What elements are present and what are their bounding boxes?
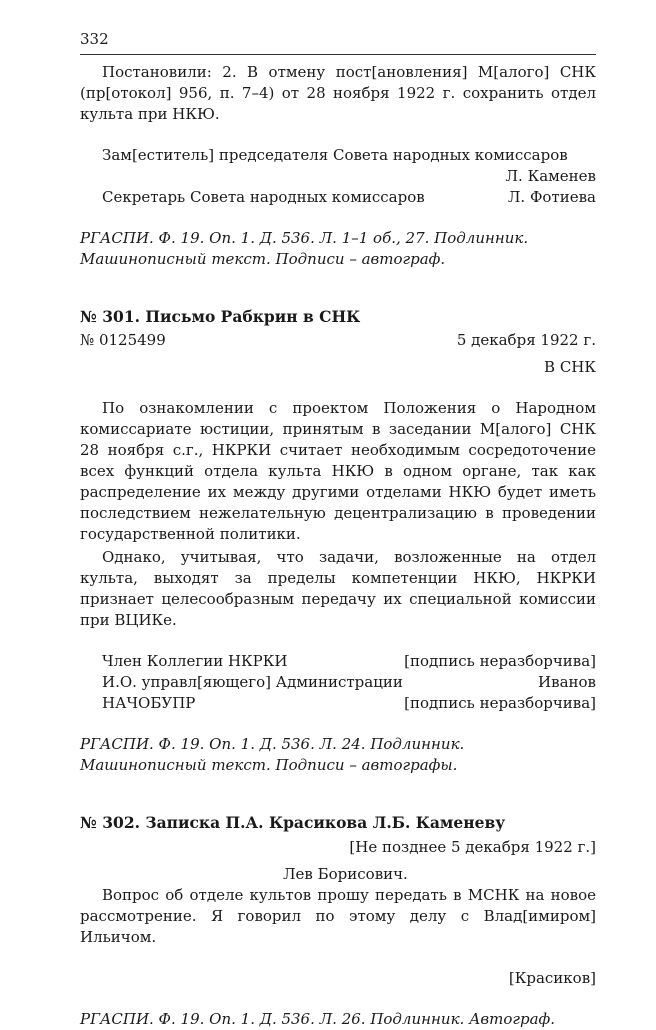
document-heading: № 301. Письмо Рабкрин в СНК [80, 307, 361, 326]
body-paragraph: Однако, учитывая, что задачи, возложенные на отдел культа, выходят за пределы компетенции НКЮ, НКРКИ признает целесообразным передачу их специальной комиссии при ВЦИКе. [80, 548, 596, 629]
document-date: [Не позднее 5 декабря 1922 г.] [349, 838, 596, 856]
decision-paragraph: Постановили: 2. В отмену пост[ановления] М[алого] СНК (пр[отокол] 956, п. 7–4) от 28 ноября 1922 г. сохранить отдел культа при НКЮ. [80, 63, 596, 123]
archive-source: РГАСПИ. Ф. 19. Оп. 1. Д. 536. Л. 1–1 об., 27. Подлинник. [80, 229, 529, 247]
signature-row [80, 693, 596, 714]
signature-name: Л. Фотиева [507, 188, 596, 206]
document-heading: № 302. Записка П.А. Красикова Л.Б. Каменеву [80, 813, 506, 832]
signature-name: [подпись неразборчива] [404, 694, 596, 712]
body-paragraph: Вопрос об отделе культов прошу передать в МСНК на новое рассмотрение. Я говорил по этому делу с Влад[имиром] Ильичом. [80, 886, 596, 946]
signature-title: Секретарь Совета народных комиссаров [102, 188, 425, 206]
page-header [80, 26, 596, 55]
signature-row [80, 187, 596, 208]
document-meta-row [80, 330, 596, 351]
archive-source: РГАСПИ. Ф. 19. Оп. 1. Д. 536. Л. 26. Подлинник. Автограф. [80, 1010, 556, 1028]
archive-source-note: Машинописный текст. Подписи – автограф. [80, 250, 446, 268]
addressee: В СНК [544, 358, 596, 376]
signature-title: Зам[еститель] председателя Совета народных комиссаров [102, 146, 568, 164]
signature-row [80, 651, 596, 672]
page-number: 332 [80, 30, 109, 48]
document-date: 5 декабря 1922 г. [456, 331, 596, 349]
signature-title: Член Коллегии НКРКИ [102, 652, 288, 670]
signature-row [80, 672, 596, 693]
salutation: Лев Борисович. [283, 865, 408, 883]
signature-name: Л. Каменев [505, 167, 596, 185]
page-content [80, 62, 596, 1030]
signature-name: Иванов [538, 673, 596, 691]
signature-name: [Красиков] [508, 969, 596, 987]
archive-source: РГАСПИ. Ф. 19. Оп. 1. Д. 536. Л. 24. Подлинник. [80, 735, 465, 753]
signature-title: НАЧОБУПР [102, 694, 196, 712]
archive-source-note: Машинописный текст. Подписи – автографы. [80, 756, 458, 774]
signature-name: [подпись неразборчива] [404, 652, 596, 670]
document-number: № 0125499 [80, 331, 166, 349]
signature-title: И.О. управл[яющего] Администрации [102, 673, 403, 691]
body-paragraph: По ознакомлении с проектом Положения о Народном комиссариате юстиции, принятым в заседании М[алого] СНК 28 ноября с.г., НКРКИ считает необходимым сосредоточение всех функций отдела культа НКЮ в одном органе, так как распределение их между другими отделами НКЮ будет иметь последствием нежелательную децентрализацию в проведении государственной политики. [80, 399, 596, 543]
